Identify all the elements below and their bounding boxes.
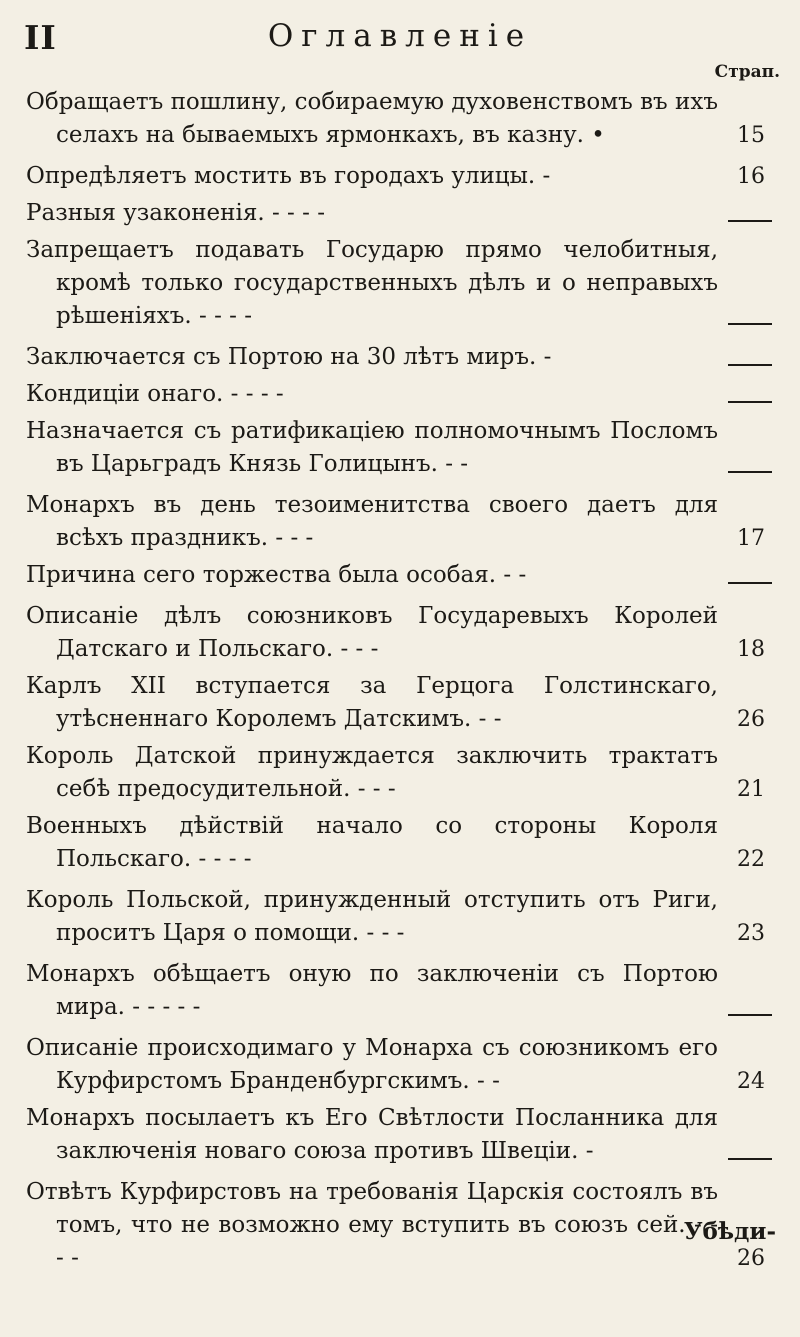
toc-entry-text: Король Польской, принужденный отступить отъ Риги, проситъ Царя о помощи. - - - [26, 887, 718, 946]
toc-entry [26, 884, 778, 950]
toc-entry-text: Заключается съ Портою на 30 лѣтъ миръ. - [26, 344, 552, 370]
toc-entry-text: Разныя узаконенія. - - - - [26, 200, 325, 226]
toc-entry-page: 23 [737, 921, 765, 946]
toc-entry-text: Опредѣляетъ мостить въ городахъ улицы. - [26, 163, 551, 189]
toc-entry-page: 26 [737, 707, 765, 732]
ditto-dash [728, 364, 772, 366]
toc-entry-text: Описаніе дѣлъ союзниковъ Государевыхъ Королей Датскаго и Польскаго. - - - [26, 603, 718, 662]
toc-entry [26, 740, 778, 806]
toc-entry-page: 15 [737, 123, 765, 148]
toc-entry [26, 1032, 778, 1098]
ditto-dash [728, 323, 772, 325]
toc-entry-text: Король Датской принуждается заключить трактатъ себѣ предосудительной. - - - [26, 743, 718, 802]
toc-entry [26, 600, 778, 666]
toc-entry-text: Монархъ обѣщаетъ оную по заключеніи съ Портою мира. - - - - - [26, 961, 718, 1020]
toc-entry-page: 26 [737, 1246, 765, 1271]
toc-entry-text: Монархъ въ день тезоименитства своего даетъ для всѣхъ праздникъ. - - - [26, 492, 718, 551]
catchword: Убѣди- [683, 1218, 776, 1245]
ditto-dash [728, 471, 772, 473]
toc-entry-page: 16 [737, 164, 765, 189]
toc-entry [26, 341, 778, 374]
toc-entry [26, 378, 778, 411]
toc-entry [26, 489, 778, 555]
toc-entry [26, 234, 778, 333]
toc-entry [26, 86, 778, 152]
toc-entry-text: Обращаетъ пошлину, собираемую духовенствомъ въ ихъ селахъ на бываемыхъ ярмонкахъ, въ казну. • [26, 89, 718, 148]
toc-entry-text: Карлъ XII вступается за Герцога Голстинскаго, утѣсненнаго Королемъ Датскимъ. - - [26, 673, 718, 732]
page-column-label: Страп. [714, 62, 780, 82]
toc-entry-page: 17 [737, 526, 765, 551]
toc-entry-page: 22 [737, 847, 765, 872]
toc-entry [26, 1102, 778, 1168]
toc-entry [26, 160, 778, 193]
toc-entry-text: Описаніе происходимаго у Монарха съ союзникомъ его Курфирстомъ Бранденбургскимъ. - - [26, 1035, 718, 1094]
toc-entry-text: Назначается съ ратификаціею полномочнымъ Посломъ въ Царьградъ Князь Голицынъ. - - [26, 418, 718, 477]
toc-entry-text: Военныхъ дѣйствій начало со стороны Короля Польскаго. - - - - [26, 813, 718, 872]
toc-entry-page: 18 [737, 637, 765, 662]
ditto-dash [728, 1014, 772, 1016]
toc-entry-text: Отвѣтъ Курфирстовъ на требованія Царскія состоялъ въ томъ, что не возможно ему вступить въ союзъ сей. - - - - [26, 1179, 718, 1271]
ditto-dash [728, 582, 772, 584]
toc-entry [26, 1176, 778, 1275]
table-of-contents [26, 86, 778, 1279]
ditto-dash [728, 220, 772, 222]
running-head: Оглавленіе [267, 18, 533, 54]
toc-entry-page: 21 [737, 777, 765, 802]
toc-entry [26, 670, 778, 736]
toc-entry [26, 559, 778, 592]
ditto-dash [728, 401, 772, 403]
toc-entry [26, 197, 778, 230]
toc-entry [26, 810, 778, 876]
toc-entry-page: 24 [737, 1069, 765, 1094]
page-number: II [24, 18, 57, 57]
toc-entry [26, 958, 778, 1024]
toc-entry-text: Запрещаетъ подавать Государю прямо челобитныя, кромѣ только государственныхъ дѣлъ и о неправыхъ рѣшеніяхъ. - - - - [26, 237, 718, 329]
ditto-dash [728, 1158, 772, 1160]
toc-entry [26, 415, 778, 481]
toc-entry-text: Причина сего торжества была особая. - - [26, 562, 527, 588]
toc-entry-text: Монархъ посылаетъ къ Его Свѣтлости Посланника для заключенія новаго союза противъ Швеціи. - [26, 1105, 718, 1164]
toc-entry-text: Кондиціи онаго. - - - - [26, 381, 284, 407]
